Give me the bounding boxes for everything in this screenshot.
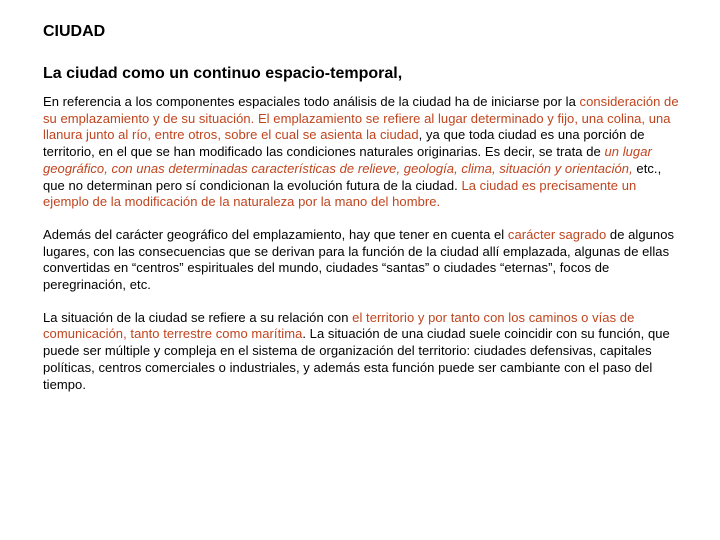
text-run: En referencia a los componentes espaciales todo análisis de la ciudad ha de iniciarse por la bbox=[43, 94, 580, 109]
slide-subtitle: La ciudad como un continuo espacio-temporal, bbox=[43, 65, 403, 82]
paragraph-caracter-sagrado bbox=[43, 227, 683, 294]
text-run: Además del carácter geográfico del emplazamiento, hay que tener en cuenta el bbox=[43, 226, 508, 242]
text-run: . La situación de una ciudad suele coincidir con su función, que puede ser múltiple y compleja en el sistema de organización del territorio: ciudades defensivas, capitales políticas, centros comerciales o industriales, y además esta función puede ser cambiante con el paso del tiempo. bbox=[43, 326, 670, 392]
paragraph-emplazamiento bbox=[43, 94, 683, 211]
highlighted-italic-text: un lugar geográfico, con unas determinadas características de relieve, geología, clima, situación y orientación, bbox=[43, 144, 652, 176]
text-run: de algunos lugares, con las consecuencias que se derivan para la función de la ciudad allí emplazada, algunas de ellas convertidas en “centros” espirituales del mundo, ciudades “santas” o ciudades “eternas”, focos de peregrinación, etc. bbox=[43, 226, 675, 293]
highlighted-text: consideración de su emplazamiento y de su situación. El emplazamiento se refiere al lugar determinado y fijo, una colina, una llanura junto al río, entre otros, sobre el cual se asienta la ciudad bbox=[43, 94, 679, 143]
highlighted-text: carácter sagrado bbox=[507, 226, 607, 242]
text-run: La situación de la ciudad se refiere a su relación con bbox=[43, 309, 353, 325]
slide-title: CIUDAD bbox=[43, 23, 106, 40]
slide-content bbox=[43, 22, 683, 393]
text-run: , ya que toda ciudad es una porción de territorio, en el que se han modificado las condiciones naturales originarias. Es decir, se trata de bbox=[43, 127, 645, 160]
highlighted-text: el territorio y por tanto con los caminos o vías de comunicación, tanto terrestre como marítima bbox=[43, 309, 635, 342]
paragraph-situacion bbox=[43, 310, 683, 394]
highlighted-text: La ciudad es precisamente un ejemplo de la modificación de la naturaleza por la mano del hombre. bbox=[43, 177, 637, 210]
text-run: etc., que no determinan pero sí condicionan la evolución futura de la ciudad. bbox=[43, 160, 662, 193]
